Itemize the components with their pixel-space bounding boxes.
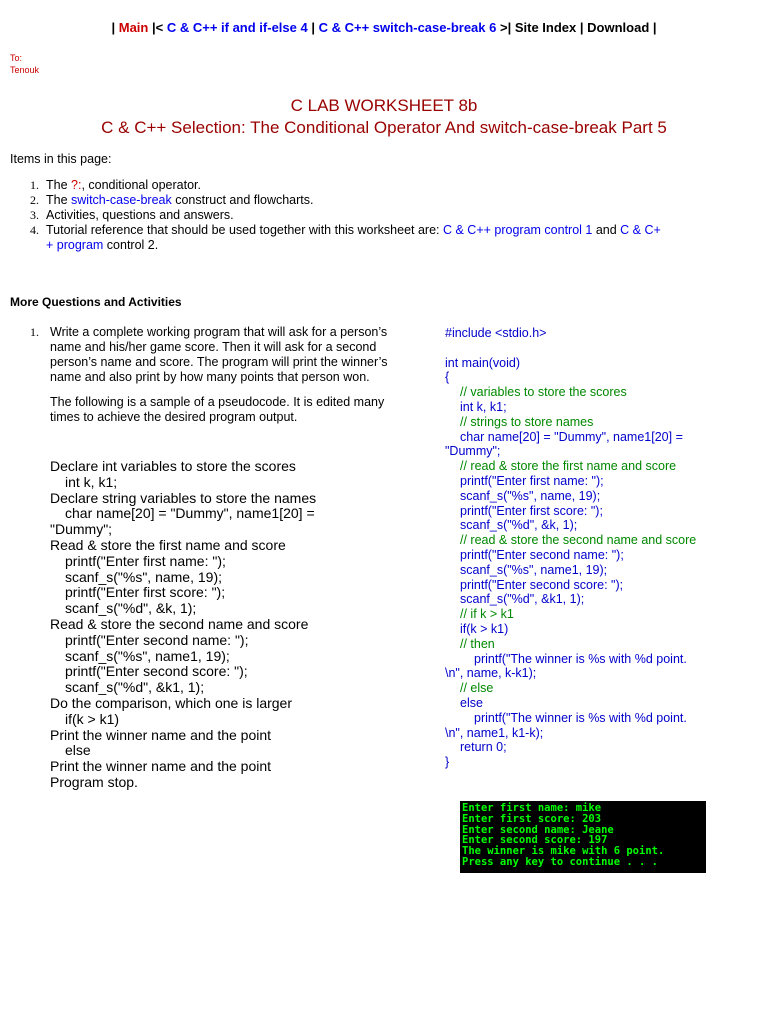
toc-text: Tutorial reference that should be used together with this worksheet are: (46, 223, 443, 237)
toc-program-control-1-link[interactable]: C & C++ program control 1 (442, 223, 593, 237)
console-line: Enter second score: 197 (462, 834, 608, 847)
code-line: printf("Enter second score: "); (460, 577, 624, 592)
code-line: scanf_s("%d", &k, 1); (460, 518, 578, 533)
toc-text: The (46, 178, 72, 192)
code-comment-line: // then (460, 636, 495, 651)
toc-switch-case-break-link[interactable]: switch-case-break (71, 193, 172, 207)
code-listing (445, 326, 745, 770)
toc-number: 1. (30, 178, 39, 192)
question-item (30, 325, 400, 425)
code-comment-line: // read & store the second name and score (460, 533, 697, 548)
code-comment-line: // strings to store names (460, 414, 594, 429)
code-line: return 0; (460, 740, 507, 755)
pseudocode-line: printf("Enter second score: "); (65, 663, 248, 680)
pseudocode-line: printf("Enter first name: "); (65, 552, 226, 569)
code-line: scanf_s("%d", &k1, 1); (460, 592, 585, 607)
code-line: scanf_s("%s", name1, 19); (460, 562, 608, 577)
nav-separator: | (652, 20, 657, 35)
code-line: int k, k1; (460, 399, 507, 414)
pseudocode-line: Print the winner name and the point (50, 726, 272, 743)
pseudocode-line: scanf_s("%d", &k, 1); (65, 600, 197, 617)
toc-text: The (46, 193, 72, 207)
section-heading: More Questions and Activities (10, 295, 182, 309)
pseudocode-line: Read & store the second name and score (50, 615, 309, 632)
code-line: int main(void) (445, 355, 521, 370)
console-line: The winner is mike with 6 point. (462, 845, 665, 858)
toc-number: 3. (30, 208, 39, 222)
code-comment-line: // else (460, 681, 494, 696)
nav-site-index-link[interactable]: Site Index (514, 20, 577, 35)
question-text: Write a complete working program that will ask for a person’s name and his/her game score. Then it will ask for a second person’s name and score. The program will print the winner’s name and also print by how many points that person won. (50, 325, 388, 384)
console-line: Press any key to continue . . . (462, 856, 658, 868)
pseudocode-line: "Dummy"; (50, 521, 113, 538)
pseudocode-line: printf("Enter first score: "); (65, 584, 226, 601)
code-line: printf("Enter first name: "); (460, 473, 604, 488)
pseudocode-line: Declare string variables to store the names (50, 489, 317, 506)
toc-text: construct and flowcharts. (171, 193, 314, 207)
code-line: { (445, 370, 450, 385)
code-line: scanf_s("%s", name, 19); (460, 488, 601, 503)
code-blank-line (445, 341, 745, 356)
table-of-contents (30, 178, 710, 253)
pseudocode-line: printf("Enter second name: "); (65, 631, 249, 648)
toc-text: Activities, questions and answers. (46, 208, 234, 222)
toc-conditional-operator-link[interactable]: ?: (71, 178, 82, 192)
code-line: "Dummy"; (445, 444, 501, 459)
toc-number: 2. (30, 193, 39, 207)
pseudocode-line: if(k > k1) (65, 710, 120, 727)
code-line: printf("The winner is %s with %d point. (474, 651, 687, 666)
nav-separator: | (579, 20, 584, 35)
console-output-screenshot (460, 801, 706, 873)
nav-next-link[interactable]: C & C++ switch-case-break 6 (318, 20, 497, 35)
tenouk-link[interactable]: Tenouk (10, 65, 40, 75)
console-line: Enter first score: 203 (462, 812, 602, 825)
console-line: Enter second name: Jeane (462, 823, 614, 836)
to-recipient (10, 52, 39, 76)
nav-main-link[interactable]: Main (118, 20, 149, 35)
code-line: printf("Enter first score: "); (460, 503, 603, 518)
pseudocode-block (50, 459, 350, 791)
pseudocode-line: scanf_s("%s", name1, 19); (65, 647, 230, 664)
code-line: \n", name1, k1-k); (445, 725, 544, 740)
question-number: 1. (30, 325, 39, 339)
code-line: #include <stdio.h> (445, 326, 547, 340)
nav-previous-link[interactable]: C & C++ if and if-else 4 (166, 20, 308, 35)
top-navigation-bar (0, 20, 768, 35)
pseudocode-line: Print the winner name and the point (50, 758, 272, 775)
pseudocode-line: int k, k1; (65, 473, 118, 490)
nav-separator: |< (151, 20, 164, 35)
pseudocode-line: Read & store the first name and score (50, 536, 286, 553)
code-line: printf("The winner is %s with %d point. (474, 710, 687, 725)
toc-text: , conditional operator. (81, 178, 201, 192)
toc-item (30, 208, 710, 223)
code-line: if(k > k1) (460, 621, 509, 636)
code-comment-line: // if k > k1 (460, 607, 514, 622)
nav-separator: | (111, 20, 116, 35)
sample-note: The following is a sample of a pseudocode. It is edited many times to achieve the desired program output. (50, 395, 385, 424)
pseudocode-line: scanf_s("%s", name, 19); (65, 568, 223, 585)
code-line: printf("Enter second name: "); (460, 547, 624, 562)
toc-text: control 2. (103, 238, 159, 252)
toc-item (30, 178, 710, 193)
pseudocode-line: scanf_s("%d", &k1, 1); (65, 679, 205, 696)
code-comment-line: // variables to store the scores (460, 385, 627, 400)
toc-program-control-2-link[interactable]: C & C+ (620, 223, 661, 237)
toc-item (30, 193, 710, 208)
pseudocode-line: char name[20] = "Dummy", name1[20] = (65, 505, 315, 522)
pseudocode-line: Program stop. (50, 773, 138, 790)
toc-number: 4. (30, 223, 39, 237)
code-line: } (445, 755, 450, 770)
nav-separator: >| (499, 20, 512, 35)
console-line: Enter first name: mike (462, 802, 602, 814)
page-subtitle: C & C++ Selection: The Conditional Operator And switch-case-break Part 5 (101, 118, 667, 137)
toc-item (30, 223, 710, 253)
code-line: \n", name, k-k1); (445, 666, 537, 681)
items-intro-text: Items in this page: (10, 152, 112, 166)
nav-download-link[interactable]: Download (587, 20, 650, 35)
to-label: To: (10, 53, 23, 63)
page-title: C LAB WORKSHEET 8b (290, 96, 478, 115)
toc-program-control-2-link-cont[interactable]: + program (46, 238, 104, 252)
pseudocode-line: else (65, 742, 91, 759)
code-line: char name[20] = "Dummy", name1[20] = (460, 429, 683, 444)
code-comment-line: // read & store the first name and score (460, 459, 677, 474)
pseudocode-line: Declare int variables to store the scores (50, 458, 296, 474)
pseudocode-line: Do the comparison, which one is larger (50, 694, 293, 711)
code-line: else (460, 695, 483, 710)
nav-separator: | (311, 20, 315, 35)
toc-text: and (592, 223, 621, 237)
